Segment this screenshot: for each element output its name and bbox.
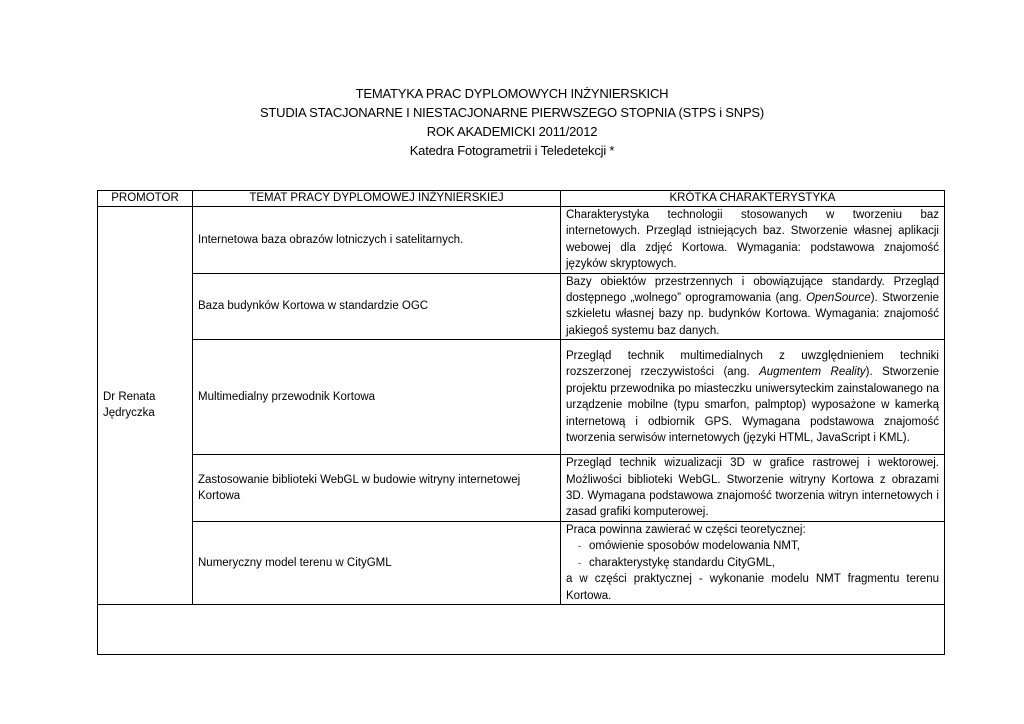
empty-table-row (98, 604, 945, 654)
column-header-topic: TEMAT PRACY DYPLOMOWEJ INŻYNIERSKIEJ (193, 191, 561, 207)
table-row (98, 521, 945, 604)
empty-cell (98, 604, 945, 654)
list-item (578, 555, 939, 571)
table-row (98, 207, 945, 274)
bullet-text: charakterystykę standardu CityGML, (589, 556, 775, 569)
table-row (98, 455, 945, 522)
list-item (578, 538, 939, 554)
description-cell (561, 521, 945, 604)
header-academic-year: ROK AKADEMICKI 2011/2012 (426, 124, 598, 139)
description-cell (561, 273, 945, 340)
description-text: Przegląd technik multimedialnych z uwzględnieniem techniki rozszerzonej rzeczywistości (ang. (566, 350, 939, 379)
description-intro: Praca powinna zawierać w części teoretycznej: (566, 523, 806, 536)
description-text: ). Stworzenie projektu przewodnika po miasteczku uniwersyteckim zainstalowanego na urządzenie mobilne (typu smarfon, palmptop) wyposażone w kamerką internetową i odbiornik GPS. Wymagana podstawowa znajomość tworzenia serwisów internetowych (języki HTML, JavaScript i KML). (566, 366, 939, 445)
table-row (98, 273, 945, 340)
promotor-cell: Dr Renata Jędryczka (98, 207, 193, 605)
description-cell: Przegląd technik wizualizacji 3D w grafice rastrowej i wektorowej. Możliwości biblioteki WebGL. Stworzenie witryny Kortowa z obrazami 3D. Wymagana podstawowa znajomość tworzenia witryn internetowych i zasad grafiki komputerowej. (561, 455, 945, 522)
topic-cell: Numeryczny model terenu w CityGML (193, 521, 561, 604)
column-header-description: KRÓTKA CHARAKTERYSTYKA (561, 191, 945, 207)
bullet-dash: - (578, 541, 581, 552)
table-header-row (98, 191, 945, 207)
description-emphasis: OpenSource (806, 292, 871, 305)
document-header (0, 84, 1024, 160)
description-text: Bazy obiektów przestrzennych i obowiązujące standardy. Przegląd dostępnego „wolnego” oprogramowania (ang. (566, 275, 939, 305)
topic-cell: Multimedialny przewodnik Kortowa (193, 340, 561, 455)
description-cell (561, 340, 945, 455)
header-department: Katedra Fotogrametrii i Teledetekcji * (409, 143, 615, 158)
thesis-topics-table (97, 190, 945, 655)
topic-cell: Baza budynków Kortowa w standardzie OGC (193, 273, 561, 340)
description-outro: a w części praktycznej - wykonanie modelu NMT fragmentu terenu Kortowa. (566, 573, 939, 602)
header-study-type: STUDIA STACJONARNE I NIESTACJONARNE PIERWSZEGO STOPNIA (STPS i SNPS) (259, 105, 765, 120)
description-emphasis: Augmentem Reality (759, 366, 866, 379)
description-text: ). Stworzenie szkieletu własnej bazy np. budynków Kortowa. Wymagania: znajomość jakiegoś systemu baz danych. (566, 292, 940, 337)
description-bullet-list (566, 538, 939, 571)
bullet-dash: - (578, 557, 581, 568)
bullet-text: omówienie sposobów modelowania NMT, (589, 540, 800, 553)
topic-cell: Zastosowanie biblioteki WebGL w budowie witryny internetowej Kortowa (193, 455, 561, 522)
table-row (98, 340, 945, 455)
description-cell: Charakterystyka technologii stosowanych w tworzeniu baz internetowych. Przegląd istniejących baz. Stworzenie własnej aplikacji webowej dla zdjęć Kortowa. Wymagania: podstawowa znajomość języków skryptowych. (561, 207, 945, 274)
topic-cell: Internetowa baza obrazów lotniczych i satelitarnych. (193, 207, 561, 274)
column-header-promotor: PROMOTOR (98, 191, 193, 207)
header-title: TEMATYKA PRAC DYPLOMOWYCH INŻYNIERSKICH (355, 86, 669, 101)
